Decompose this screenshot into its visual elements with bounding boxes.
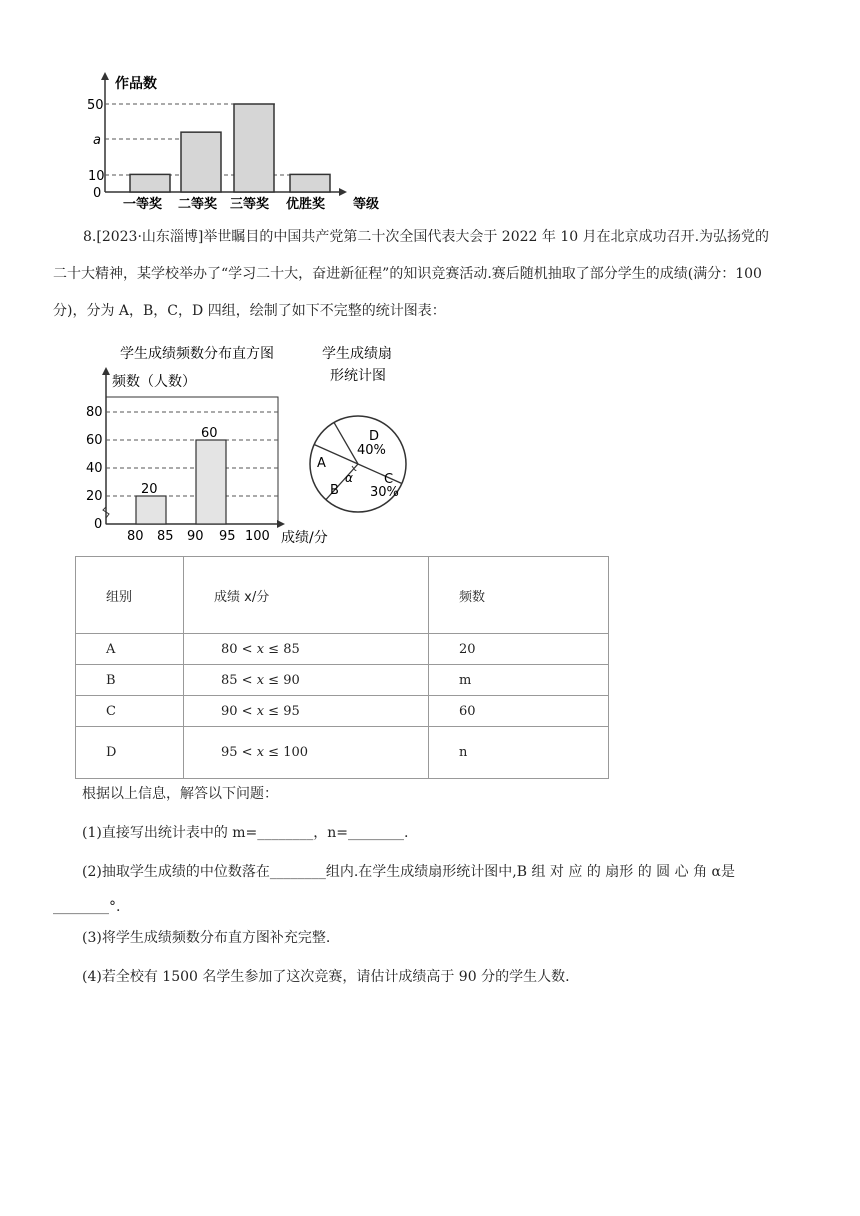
y-tick-a: a: [93, 133, 101, 148]
pie-pct-d: 40%: [357, 443, 386, 458]
x-axis-label: 等级: [353, 197, 380, 212]
y-tick-0: 0: [93, 186, 102, 201]
histogram-title: 学生成绩频数分布直方图: [120, 346, 274, 362]
table-header-row: [76, 557, 609, 634]
cell-frequency: 60: [429, 696, 609, 727]
histogram-bar-label: 20: [141, 482, 158, 497]
histogram-bar-label: 60: [201, 426, 218, 441]
header-frequency: 频数: [429, 557, 609, 634]
pie-chart: [300, 340, 430, 520]
hist-y-tick-20: 20: [86, 489, 103, 504]
histogram-x-label: 成绩/分: [281, 530, 328, 546]
cell-group: C: [76, 696, 184, 727]
hist-y-tick-60: 60: [86, 433, 103, 448]
pie-label-b: B: [330, 483, 339, 498]
hist-y-tick-40: 40: [86, 461, 103, 476]
award-bar-chart: [85, 70, 395, 212]
award-bar: [130, 174, 170, 192]
x-tick-second: 二等奖: [178, 197, 218, 212]
cell-range: 80 < 𝑥 ≤ 85: [184, 634, 429, 665]
pie-label-a: A: [317, 456, 326, 471]
cell-range: 85 < 𝑥 ≤ 90: [184, 665, 429, 696]
problem-intro: [53, 226, 813, 322]
question-2-blank: ________°.: [53, 899, 121, 915]
table-row: [76, 634, 609, 665]
award-bar: [234, 104, 274, 192]
hist-y-tick-80: 80: [86, 405, 103, 420]
question-3: (3)将学生成绩频数分布直方图补充完整.: [82, 930, 331, 946]
histogram-bar: [196, 440, 226, 524]
y-axis-arrow-icon: [101, 72, 109, 80]
y-tick-10: 10: [88, 169, 105, 184]
hist-x-tick-100: 100: [245, 529, 270, 544]
header-group: 组别: [76, 557, 184, 634]
pie-title-line-1: 学生成绩扇: [322, 346, 392, 362]
cell-group: B: [76, 665, 184, 696]
cell-frequency: 20: [429, 634, 609, 665]
question-1: (1)直接写出统计表中的 m=________，n=________.: [82, 825, 409, 841]
table-row: [76, 727, 609, 779]
pie-label-d: D: [369, 429, 380, 444]
cell-group: A: [76, 634, 184, 665]
header-score: 成绩 x/分: [184, 557, 429, 634]
pie-label-c: C: [384, 472, 394, 487]
hist-y-tick-0: 0: [94, 517, 103, 532]
x-tick-third: 三等奖: [230, 197, 270, 212]
pie-alpha-label: α: [345, 471, 353, 485]
score-table: [75, 556, 609, 779]
table-row: [76, 696, 609, 727]
cell-range: 95 < 𝑥 ≤ 100: [184, 727, 429, 779]
intro-line-2: 二十大精神，某学校举办了“学习二十大，奋进新征程”的知识竞赛活动.赛后随机抽取了部分学生的成绩(满分：100: [53, 266, 762, 282]
pie-pct-c: 30%: [370, 485, 399, 500]
hist-x-tick-85: 85: [157, 529, 174, 544]
question-4: (4)若全校有 1500 名学生参加了这次竞赛，请估计成绩高于 90 分的学生人数.: [82, 969, 570, 985]
histogram-y-label: 频数（人数）: [112, 374, 196, 390]
intro-line-3: 分)，分为 A，B，C，D 四组，绘制了如下不完整的统计图表：: [53, 303, 446, 319]
hist-x-tick-95: 95: [219, 529, 236, 544]
x-axis-arrow-icon: [339, 188, 347, 196]
y-axis-label: 作品数: [115, 76, 157, 92]
award-bar: [181, 132, 221, 192]
x-tick-merit: 优胜奖: [286, 197, 326, 212]
question-2: (2)抽取学生成绩的中位数落在________组内.在学生成绩扇形统计图中,B 组 对 应 的 扇形 的 圆 心 角 α是: [82, 864, 735, 880]
hist-x-tick-80: 80: [127, 529, 144, 544]
histogram-y-arrow-icon: [102, 367, 110, 375]
award-bar: [290, 174, 330, 192]
y-tick-50: 50: [87, 98, 104, 113]
cell-range: 90 < 𝑥 ≤ 95: [184, 696, 429, 727]
questions-lead: 根据以上信息，解答以下问题：: [82, 786, 278, 802]
histogram-frame: [106, 397, 278, 524]
pie-title-line-2: 形统计图: [330, 368, 386, 384]
cell-group: D: [76, 727, 184, 779]
cell-frequency: n: [429, 727, 609, 779]
hist-x-tick-90: 90: [187, 529, 204, 544]
x-tick-first: 一等奖: [123, 197, 163, 212]
histogram-bar: [136, 496, 166, 524]
table-row: [76, 665, 609, 696]
cell-frequency: m: [429, 665, 609, 696]
intro-line-1: 8.[2023·山东淄博]举世瞩目的中国共产党第二十次全国代表大会于 2022 年 10 月在北京成功召开.为弘扬党的: [83, 229, 770, 245]
